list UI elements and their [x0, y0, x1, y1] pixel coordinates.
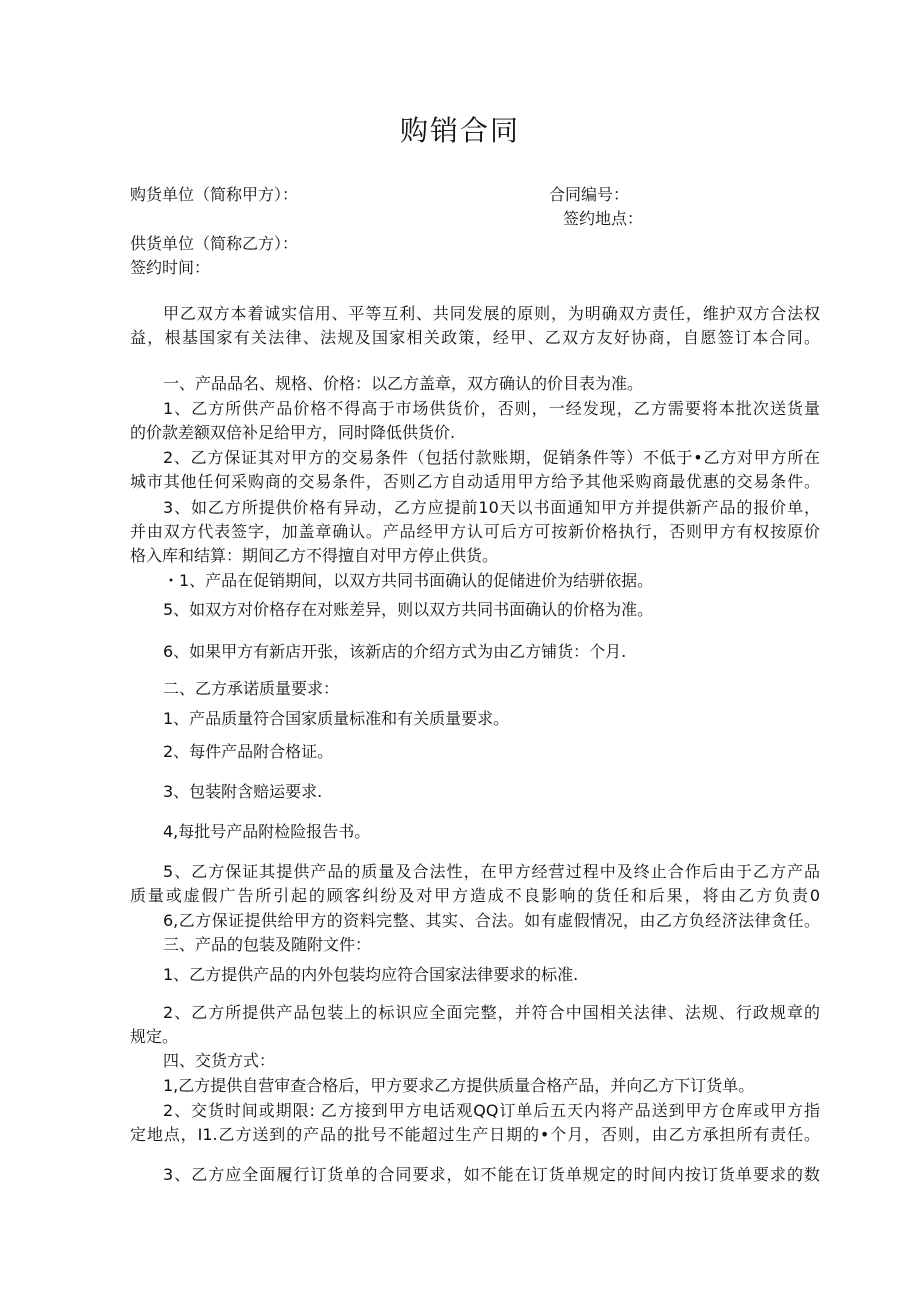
body-line: 2、乙方所提供产品包装上的标识应全面完整，并符合中国相关法律、法规、行政规章的 — [163, 1003, 820, 1022]
body-line: 格入库和结算：期间乙方不得擅自对甲方停止供货。 — [130, 546, 499, 565]
section-heading: 四、交货方式： — [163, 1051, 276, 1070]
contract-number-label: 合同编号： — [549, 185, 630, 204]
body-line: 甲乙双方本着诚实信用、平等互利、共同发展的原则，为明确双方责任，维护双方合法权 — [163, 304, 820, 323]
body-line: 规定。 — [130, 1027, 179, 1046]
body-line: 2、交货时间或期限: 乙方接到甲方电话观QQ订单后五天内将产品送到甲方仓库或甲方指 — [163, 1101, 820, 1120]
body-line: 6、如果甲方有新店开张，该新店的介绍方式为由乙方铺货：个月. — [163, 642, 627, 661]
buyer-label: 购货单位（简称甲方）： — [130, 185, 299, 204]
body-line: 并由双方代表签字，加盖章确认。产品经甲方认可后方可按新价格执行，否则甲方有权按原价 — [130, 522, 820, 541]
section-heading: 一、产品品名、规格、价格：以乙方盖章，双方确认的价目表为准。 — [163, 374, 644, 393]
body-line: 城市其他任何采购商的交易条件，否则乙方自动适用甲方给予其他采购商最优惠的交易条件。 — [130, 472, 820, 491]
body-line: 3、如乙方所提供价格有异动，乙方应提前10天以书面通知甲方并提供新产品的报价单， — [163, 498, 820, 517]
section-heading: 三、产品的包装及随附文件： — [163, 935, 372, 954]
body-line: 质量或虚假广告所引起的顾客纠纷及对甲方造成不良影响的货任和后果，将由乙方负责0 — [130, 886, 820, 905]
body-line: 3、乙方应全面履行订货单的合同要求，如不能在订货单规定的时间内按订货单要求的数 — [163, 1165, 820, 1184]
body-line: 2、每件产品附合格证。 — [163, 742, 334, 761]
body-line: 6,乙方保证提供给甲方的资料完整、其实、合法。如有虚假情况，由乙方负经济法律贪任。 — [163, 911, 820, 930]
signing-place-label: 签约地点： — [563, 209, 644, 228]
body-line: 1,乙方提供自营审查合格后，甲方要求乙方提供质量合格产品，并向乙方下订货单。 — [163, 1076, 755, 1095]
body-line: 的价款差额双倍补足给甲方，同时降低供货价. — [130, 423, 456, 442]
body-line: 2、乙方保证其对甲方的交易条件（包括付款账期，促销条件等）不低于•乙方对甲方所在 — [163, 448, 820, 467]
supplier-label: 供货单位（简称乙方）： — [130, 234, 299, 253]
body-line: 1、乙方提供产品的内外包装均应符合国家法律要求的标准. — [163, 965, 579, 984]
signing-time-label: 签约时间： — [130, 258, 211, 277]
body-line: 3、包装附含赔运要求. — [163, 782, 323, 801]
body-line: 定地点，I1.乙方送到的产品的批号不能超过生产日期的•个月，否则，由乙方承担所有责任。 — [130, 1125, 820, 1144]
body-line: 5、如双方对价格存在对账差异，则以双方共同书面确认的价格为准。 — [163, 600, 654, 619]
body-line: 4,每批号产品附检险报告书。 — [163, 822, 371, 841]
body-line: 1、乙方所供产品价格不得高于市场供货价，否则，一经发现，乙方需要将本批次送货量 — [163, 399, 820, 418]
section-heading: 二、乙方承诺质量要求： — [163, 679, 340, 698]
body-line: 益，根基国家有关法律、法规及国家相关政策，经甲、乙双方友好协商，自愿签订本合同。 — [130, 328, 820, 347]
body-line: 5、乙方保证其提供产品的质量及合法性，在甲方经营过程中及终止合作后由于乙方产品 — [163, 862, 820, 881]
document-title: 购销合同 — [399, 114, 520, 147]
body-line: 1、产品质量符合国家质量标准和有关质量要求。 — [163, 709, 510, 728]
body-line: ・1、产品在促销期间，以双方共同书面确认的促储进价为结骈依据。 — [163, 571, 654, 590]
